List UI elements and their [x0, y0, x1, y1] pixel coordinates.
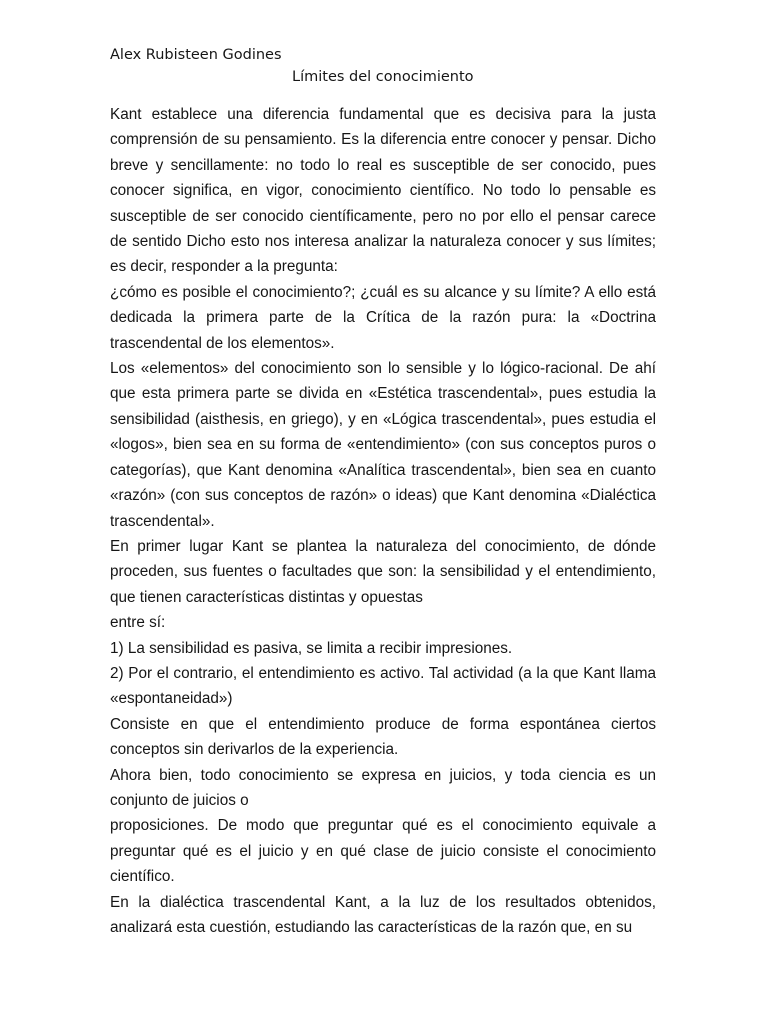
- paragraph: 2) Por el contrario, el entendimiento es activo. Tal actividad (a la que Kant llama «espontaneidad»): [110, 664, 656, 708]
- paragraph: ¿cómo es posible el conocimiento?; ¿cuál es su alcance y su límite? A ello está dedicada la primera parte de la Crítica de la razón pura: la «Doctrina trascendental de los elementos».: [110, 283, 656, 352]
- document-title: Límites del conocimiento: [292, 69, 474, 85]
- paragraph: Ahora bien, todo conocimiento se expresa en juicios, y toda ciencia es un conjunto de juicios o: [110, 766, 656, 809]
- paragraph: Consiste en que el entendimiento produce de forma espontánea ciertos conceptos sin derivarlos de la experiencia.: [110, 715, 656, 759]
- author-name: Alex Rubisteen Godines: [110, 47, 282, 63]
- paragraph: Kant establece una diferencia fundamental que es decisiva para la justa comprensión de su pensamiento. Es la diferencia entre conocer y pensar. Dicho breve y sencillamente: no todo lo real es susceptible de ser conocido, pues conocer significa, en vigor, conocimiento científico. No todo lo pensable es susceptible de ser conocido científicamente, pero no por ello el pensar carece de sentido Dicho esto nos interesa analizar la naturaleza conocer y sus límites; es decir, responder a la pregunta:: [110, 106, 656, 276]
- document-body: [110, 102, 656, 940]
- paragraph: 1) La sensibilidad es pasiva, se limita a recibir impresiones.: [110, 639, 513, 657]
- paragraph: proposiciones. De modo que preguntar qué es el conocimiento equivale a preguntar qué es el juicio y en qué clase de juicio consiste el conocimiento científico.: [110, 817, 656, 886]
- paragraph: Los «elementos» del conocimiento son lo sensible y lo lógico-racional. De ahí que esta primera parte se divida en «Estética trascendental», pues estudia la sensibilidad (aisthesis, en griego), y en «Lógica trascendental», pues estudia el «logos», bien sea en su forma de «entendimiento» (con sus conceptos puros o categorías), que Kant denomina «Analítica trascendental», bien sea en cuanto «razón» (con sus conceptos de razón» o ideas) que Kant denomina «Dialéctica trascendental».: [110, 360, 656, 530]
- paragraph: En la dialéctica trascendental Kant, a la luz de los resultados obtenidos, analizará esta cuestión, estudiando las características de la razón que, en su: [110, 893, 656, 936]
- paragraph: En primer lugar Kant se plantea la naturaleza del conocimiento, de dónde proceden, sus fuentes o facultades que son: la sensibilidad y el entendimiento, que tienen características distintas y opuestas: [110, 537, 656, 606]
- paragraph: entre sí:: [110, 614, 166, 632]
